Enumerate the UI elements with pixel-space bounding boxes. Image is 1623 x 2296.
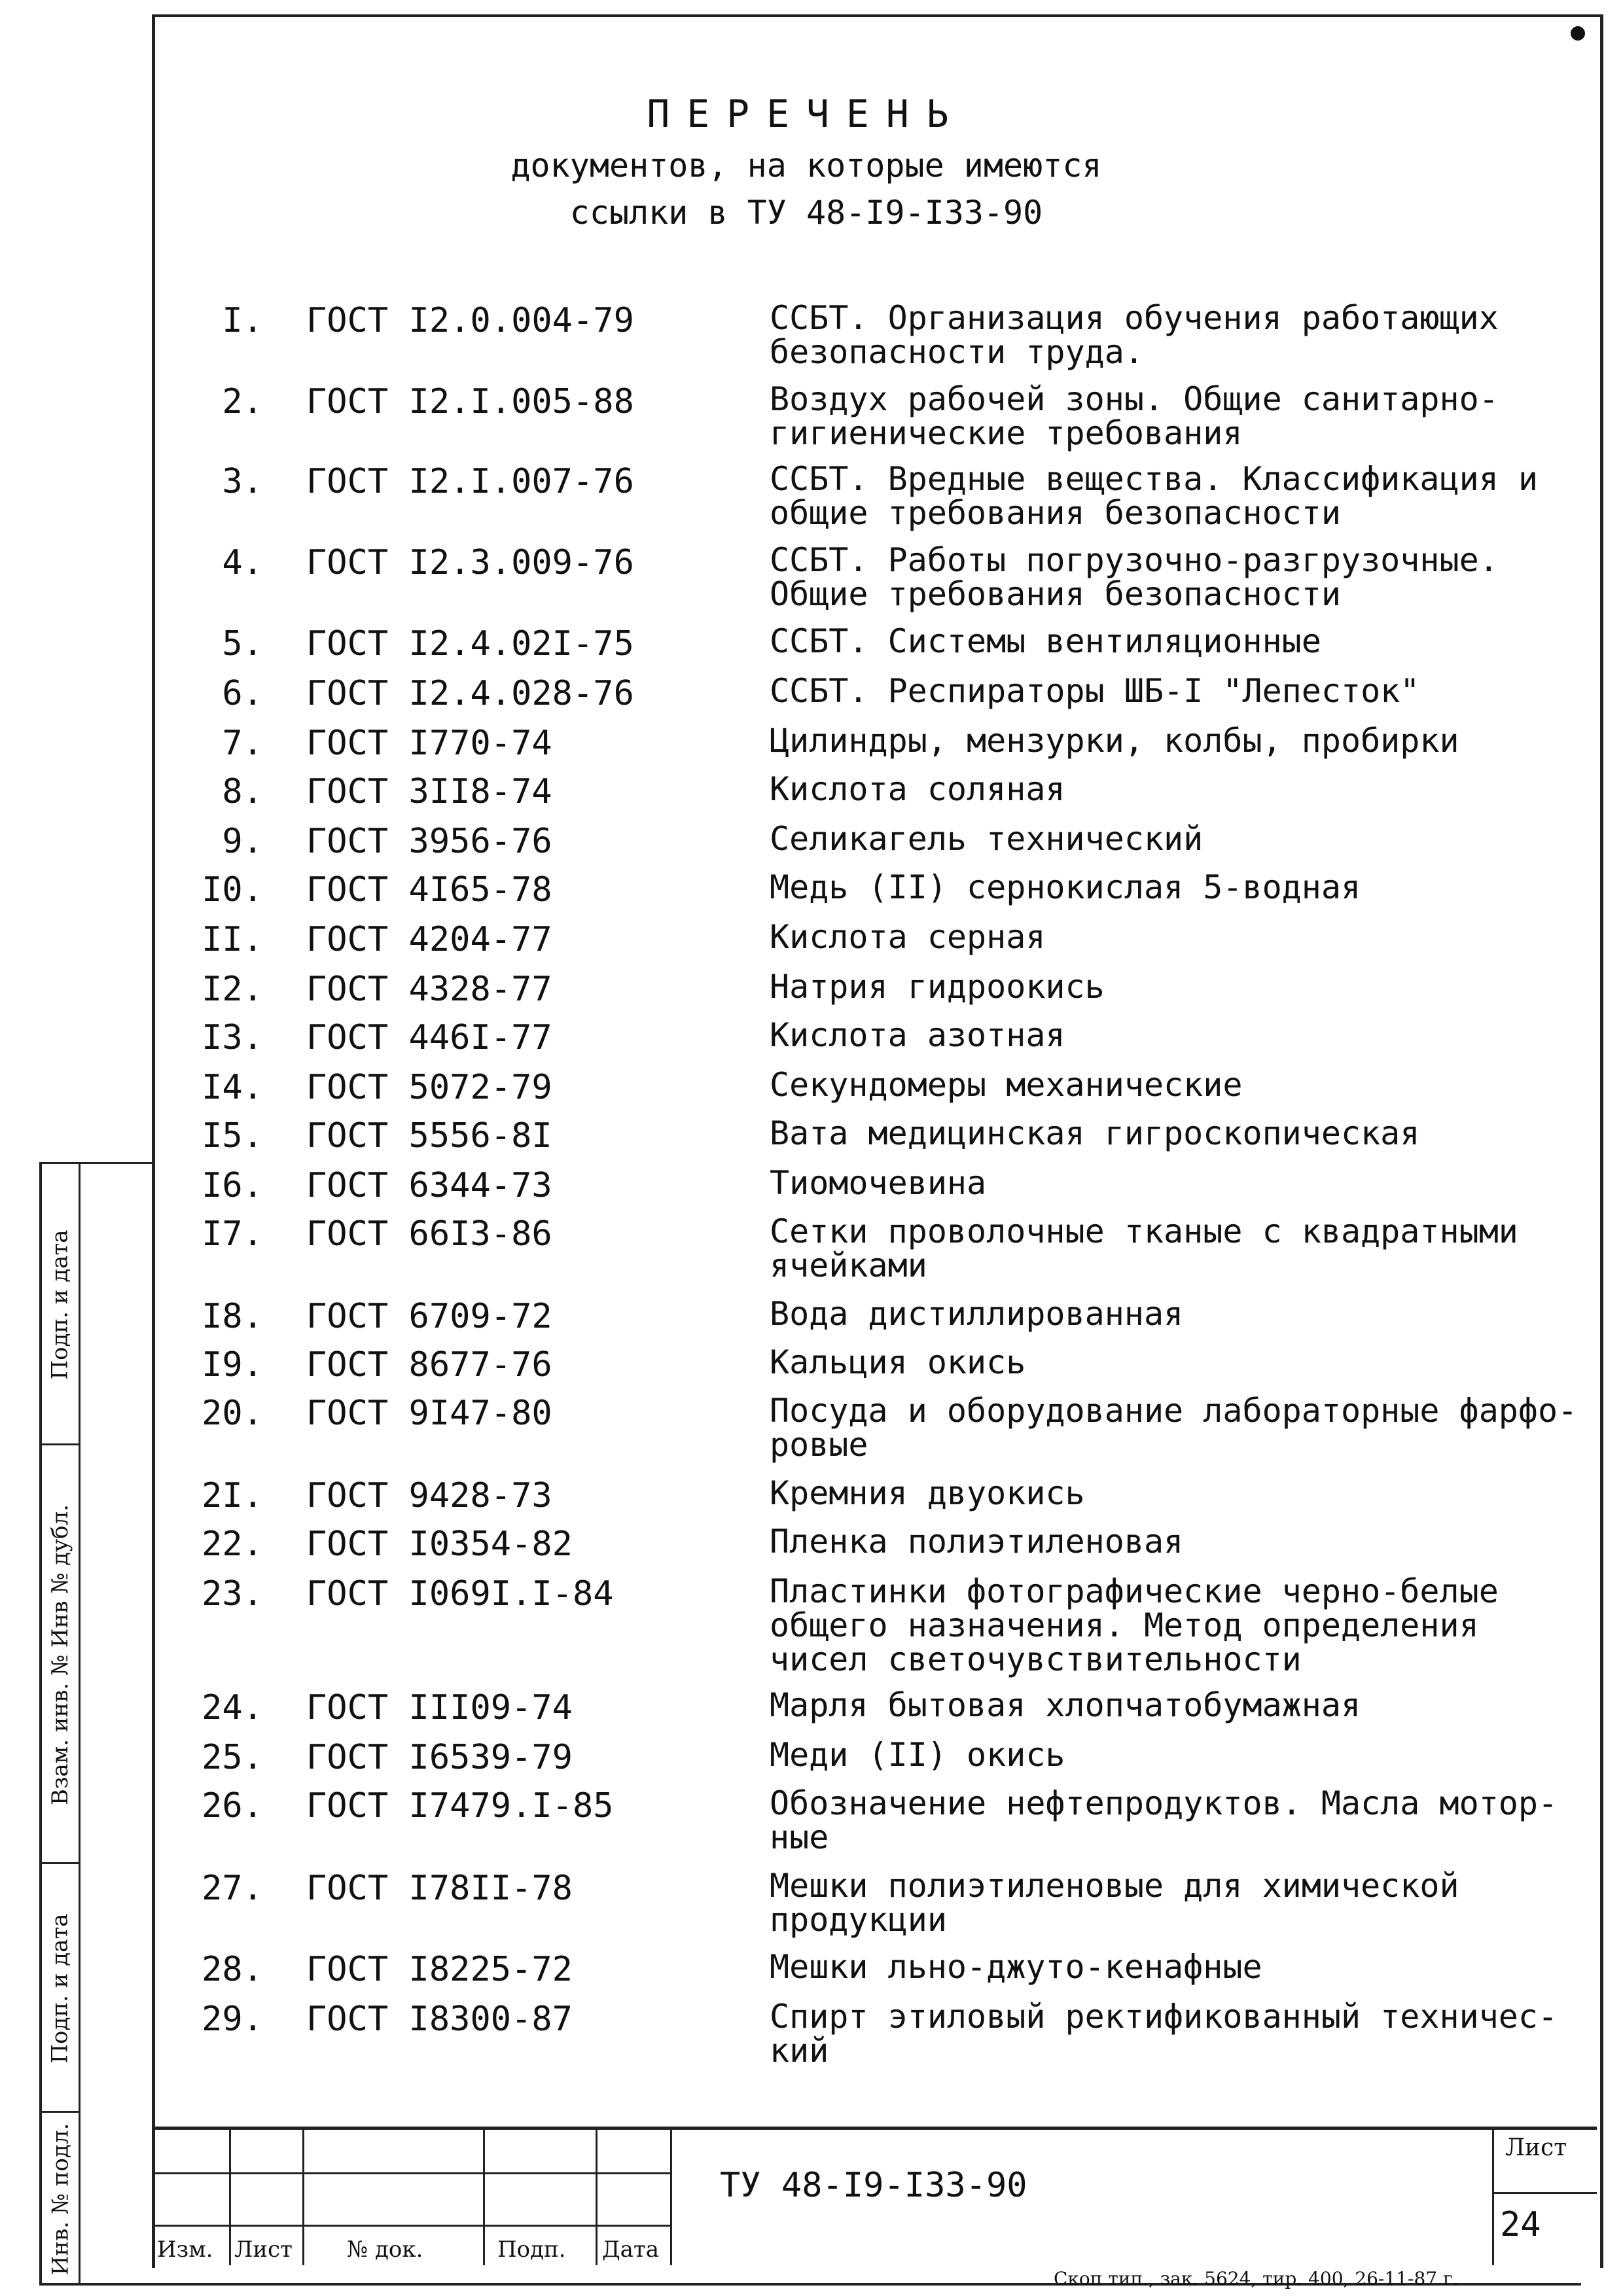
side-strip-line	[79, 1162, 80, 2283]
item-description: ССБТ. Организация обучения работающих безопасности труда.	[770, 299, 1499, 371]
side-label-podp-data-top: Подп. и дата	[42, 1162, 79, 1445]
item-description: Секундомеры механические	[770, 1066, 1243, 1104]
item-standard-code: ГОСТ I2.4.02I-75	[306, 624, 634, 663]
item-description: Воздух рабочей зоны. Общие санитарно- гигиенические требования	[770, 380, 1499, 452]
item-number: 29.	[202, 2000, 263, 2039]
side-label-inv-dubl: Взам. инв. № Инв № дубл.	[42, 1443, 79, 1864]
stamp-data-label: Дата	[602, 2236, 659, 2263]
item-standard-code: ГОСТ I2.I.007-76	[306, 462, 634, 501]
item-number: I8.	[202, 1297, 263, 1336]
item-standard-code: ГОСТ I78II-78	[306, 1869, 573, 1908]
item-description: Мешки полиэтиленовые для химической продукции	[770, 1867, 1459, 1939]
item-number: 9.	[222, 822, 263, 861]
item-description: Мешки льно-джуто-кенафные	[770, 1948, 1262, 1986]
item-standard-code: ГОСТ 4328-77	[306, 970, 552, 1009]
stamp-izm-label: Изм.	[157, 2236, 213, 2263]
stamp-row-line	[1492, 2192, 1597, 2194]
item-standard-code: ГОСТ 446I-77	[306, 1018, 552, 1057]
item-number: 5.	[222, 624, 263, 663]
item-standard-code: ГОСТ 6344-73	[306, 1166, 552, 1205]
item-description: Натрия гидроокись	[770, 968, 1105, 1006]
item-number: 22.	[202, 1525, 263, 1564]
item-standard-code: ГОСТ 8677-76	[306, 1345, 552, 1385]
item-description: Обозначение нефтепродуктов. Масла мотор- ные	[770, 1784, 1558, 1856]
item-number: 28.	[202, 1950, 263, 1989]
stamp-divider	[302, 2127, 304, 2265]
item-number: 20.	[202, 1394, 263, 1433]
stamp-divider	[483, 2127, 485, 2265]
item-standard-code: ГОСТ 66I3-86	[306, 1214, 552, 1254]
stamp-row-line	[152, 2225, 670, 2227]
item-standard-code: ГОСТ I7479.I-85	[306, 1786, 614, 1826]
item-standard-code: ГОСТ 9I47-80	[306, 1394, 552, 1433]
item-number: 3.	[222, 462, 263, 501]
item-standard-code: ГОСТ 6709-72	[306, 1297, 552, 1336]
item-number: 27.	[202, 1869, 263, 1908]
stamp-list-label: Лист	[234, 2236, 293, 2263]
item-standard-code: ГОСТ I2.I.005-88	[306, 382, 634, 421]
item-description: Селикагель технический	[770, 820, 1204, 858]
item-number: 4.	[222, 543, 263, 582]
item-description: Кислота азотная	[770, 1016, 1065, 1054]
item-number: I2.	[202, 970, 263, 1009]
item-standard-code: ГОСТ 4I65-78	[306, 870, 552, 910]
item-description: Пластинки фотографические черно-белые общего назначения. Метод определения чисел светочувствительности	[770, 1572, 1499, 1678]
item-standard-code: ГОСТ 3956-76	[306, 822, 552, 861]
item-standard-code: ГОСТ I2.3.009-76	[306, 543, 634, 582]
ink-dot	[1571, 26, 1585, 41]
item-number: I7.	[202, 1214, 263, 1254]
item-description: Марля бытовая хлопчатобумажная	[770, 1686, 1361, 1724]
item-description: Вода дистиллированная	[770, 1295, 1184, 1333]
item-standard-code: ГОСТ 4204-77	[306, 920, 552, 959]
item-description: Кислота соляная	[770, 770, 1065, 808]
item-description: ССБТ. Работы погрузочно-разгрузочные. Общие требования безопасности	[770, 541, 1499, 613]
item-number: I9.	[202, 1345, 263, 1385]
item-number: 26.	[202, 1786, 263, 1826]
item-description: Пленка полиэтиленовая	[770, 1523, 1184, 1561]
item-standard-code: ГОСТ I2.4.028-76	[306, 674, 634, 713]
item-number: 7.	[222, 724, 263, 763]
item-description: Сетки проволочные тканые с квадратными ячейками	[770, 1212, 1518, 1284]
item-standard-code: ГОСТ I770-74	[306, 724, 552, 763]
side-label-podp-data: Подп. и дата	[42, 1862, 79, 2113]
item-standard-code: ГОСТ I6539-79	[306, 1738, 573, 1777]
item-standard-code: ГОСТ III09-74	[306, 1688, 573, 1727]
item-description: Кремния двуокись	[770, 1474, 1085, 1512]
item-number: 25.	[202, 1738, 263, 1777]
item-standard-code: ГОСТ I2.0.004-79	[306, 301, 634, 340]
item-description: ССБТ. Вредные вещества. Классификация и общие требования безопасности	[770, 460, 1538, 532]
stamp-divider	[596, 2127, 597, 2265]
item-standard-code: ГОСТ 9428-73	[306, 1476, 552, 1515]
page-title: ПЕРЕЧЕНЬ	[647, 92, 966, 136]
item-number: 8.	[222, 772, 263, 811]
item-description: Медь (II) сернокислая 5-водная	[770, 868, 1361, 906]
item-standard-code: ГОСТ 3II8-74	[306, 772, 552, 811]
item-description: Посуда и оборудование лабораторные фарфо- ровые	[770, 1392, 1578, 1464]
item-description: Спирт этиловый ректификованный техничес- кий	[770, 1998, 1558, 2070]
stamp-sheet-label: Лист	[1505, 2134, 1567, 2161]
side-label-inv-podl: Инв. № подл.	[42, 2111, 79, 2285]
item-number: 2I.	[202, 1476, 263, 1515]
item-standard-code: ГОСТ I069I.I-84	[306, 1574, 614, 1614]
item-number: I6.	[202, 1166, 263, 1205]
item-number: 24.	[202, 1688, 263, 1727]
printer-imprint: Скоп тип., зак. 5624, тир. 400, 26-11-87 г.	[1054, 2268, 1459, 2289]
item-number: I3.	[202, 1018, 263, 1057]
item-number: I4.	[202, 1068, 263, 1107]
item-number: I5.	[202, 1116, 263, 1156]
stamp-divider	[670, 2127, 672, 2265]
item-description: Кальция окись	[770, 1343, 1026, 1381]
item-number: 6.	[222, 674, 263, 713]
item-number: 23.	[202, 1574, 263, 1614]
stamp-sheet-number: 24	[1500, 2205, 1541, 2244]
item-number: I.	[222, 301, 263, 340]
stamp-divider	[1492, 2127, 1494, 2265]
item-standard-code: ГОСТ 5072-79	[306, 1068, 552, 1107]
stamp-doc-num-label: № док.	[347, 2236, 423, 2263]
item-number: 2.	[222, 382, 263, 421]
item-description: Тиомочевина	[770, 1164, 987, 1202]
item-standard-code: ГОСТ I8300-87	[306, 2000, 573, 2039]
item-number: I0.	[202, 870, 263, 910]
stamp-divider	[229, 2127, 231, 2265]
stamp-row-line	[152, 2172, 670, 2174]
stamp-document-code: ТУ 48-I9-I33-90	[720, 2166, 1027, 2205]
item-description: ССБТ. Респираторы ШБ-I "Лепесток"	[770, 672, 1420, 710]
page-subtitle-line1: документов, на которые имеются	[510, 147, 1102, 185]
item-description: Меди (II) окись	[770, 1736, 1065, 1774]
item-standard-code: ГОСТ 5556-8I	[306, 1116, 552, 1156]
item-number: II.	[202, 920, 263, 959]
item-description: ССБТ. Системы вентиляционные	[770, 622, 1321, 660]
stamp-podp-label: Подп.	[497, 2236, 566, 2263]
page-subtitle-line2: ссылки в ТУ 48-I9-I33-90	[569, 194, 1043, 232]
item-standard-code: ГОСТ I0354-82	[306, 1525, 573, 1564]
item-description: Кислота серная	[770, 918, 1046, 956]
item-standard-code: ГОСТ I8225-72	[306, 1950, 573, 1989]
item-description: Цилиндры, мензурки, колбы, пробирки	[770, 722, 1459, 760]
item-description: Вата медицинская гигроскопическая	[770, 1114, 1420, 1152]
